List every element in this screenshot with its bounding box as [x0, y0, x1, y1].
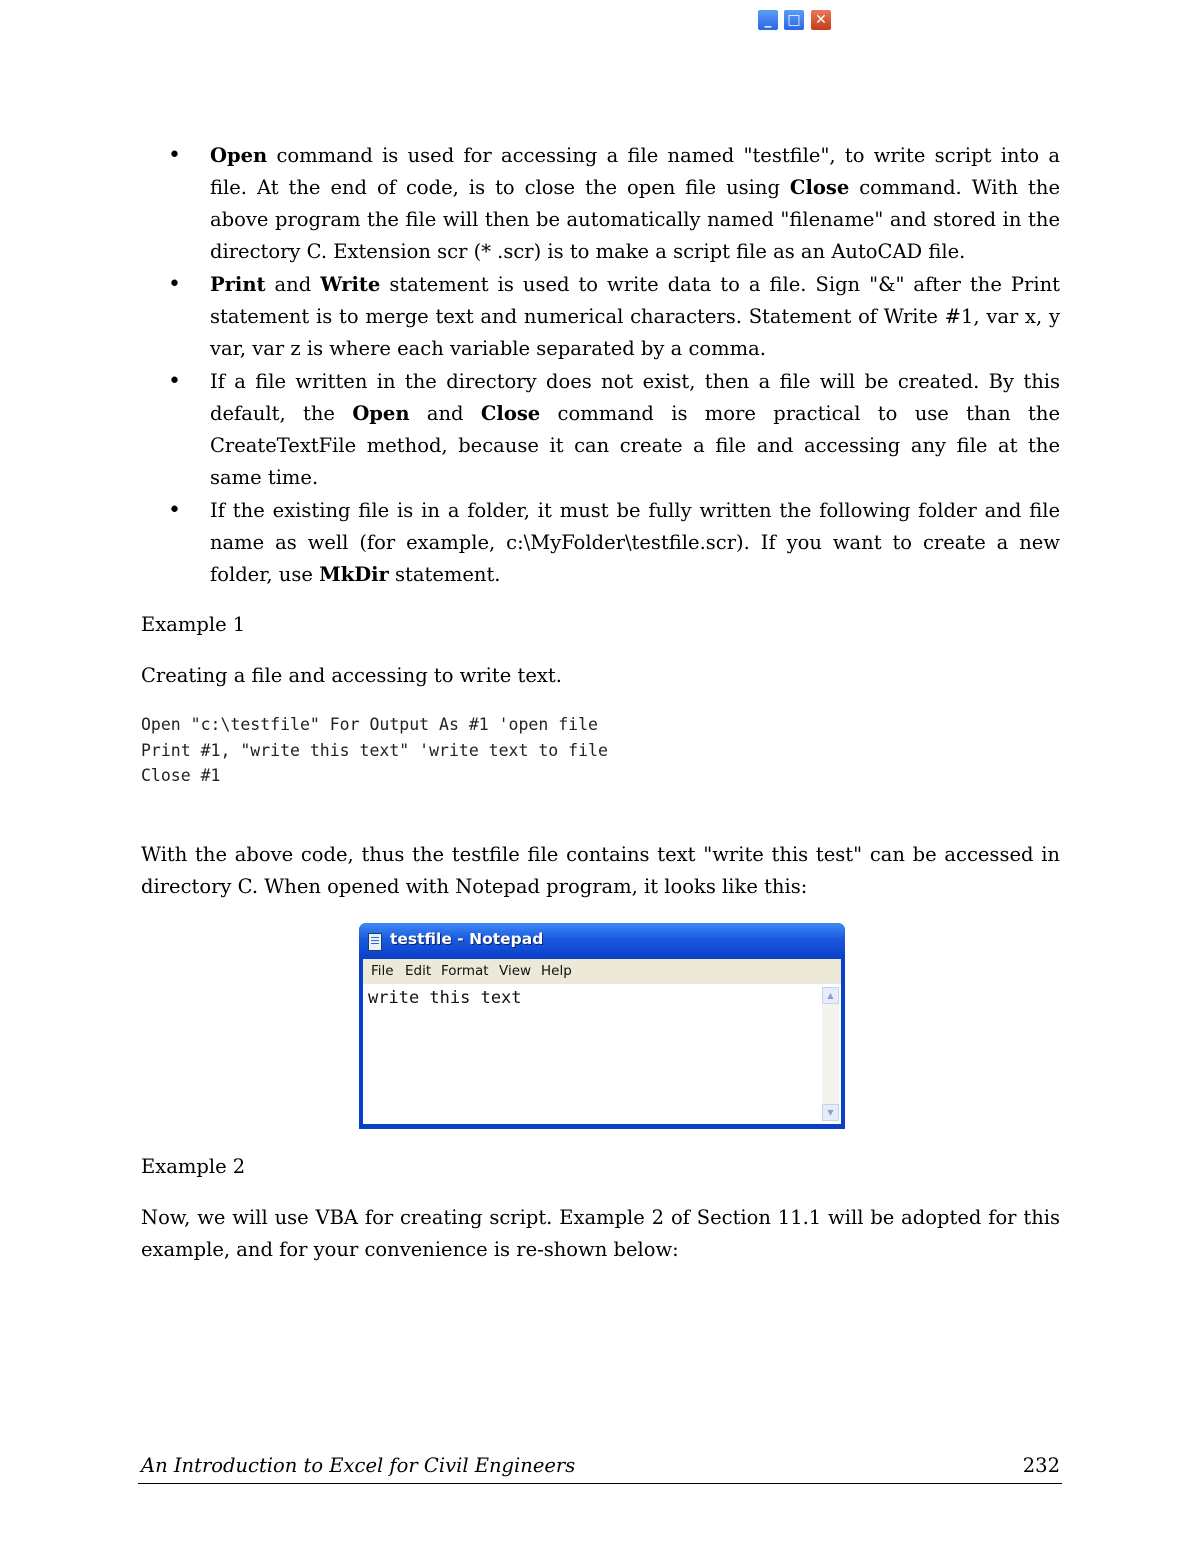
bullet-text: statement is used to write data to a file. Sign "&" after the Print statement is to merge text and numerical characters. Statement of Write #1, var x, y var, var z is where each variable separated by a comma.	[210, 273, 1060, 360]
notepad-text-area[interactable]	[363, 984, 841, 1124]
bullet-text: command. With the above program the file will then be automatically named "filename" and stored in the directory C. Extension scr (* .scr) is to make a script file as an AutoCAD file.	[210, 176, 1060, 263]
bullet-text: command is more practical to use than the CreateTextFile method, because it can create a file and accessing any file at the same time.	[210, 402, 1060, 489]
footer-book-title: An Introduction to Excel for Civil Engineers	[141, 1454, 576, 1477]
notepad-title: testfile - Notepad	[390, 930, 544, 948]
keyword-mkdir: MkDir	[319, 563, 389, 586]
keyword-open: Open	[210, 144, 268, 167]
menu-view[interactable]: View	[499, 963, 532, 979]
page-number: 232	[1022, 1454, 1060, 1477]
menu-format[interactable]: Format	[441, 963, 489, 979]
bullet-item-open-command	[210, 140, 1060, 268]
example1-subheading: Creating a file and accessing to write text.	[141, 664, 562, 687]
maximize-button[interactable]: □	[783, 9, 805, 31]
example2-text: Now, we will use VBA for creating script. Example 2 of Section 11.1 will be adopted for this example, and for your convenience is re-shown below:	[141, 1206, 1060, 1261]
bullet-item-file-creation	[210, 366, 1060, 494]
code-line: Close #1	[141, 766, 221, 785]
footer-divider	[138, 1483, 1062, 1484]
example1-description: With the above code, thus the testfile file contains text "write this test" can be accessed in directory C. When opened with Notepad program, it looks like this:	[141, 843, 1060, 898]
bullet-text: and	[409, 402, 481, 425]
notepad-app-icon	[368, 933, 382, 951]
minimize-button[interactable]: _	[757, 9, 779, 31]
notepad-menu-bar	[363, 959, 841, 984]
menu-help[interactable]: Help	[541, 963, 572, 979]
vertical-scrollbar[interactable]	[822, 987, 839, 1121]
scroll-down-arrow-icon[interactable]: ▼	[822, 1104, 839, 1121]
code-line: Print #1, "write this text" 'write text to file	[141, 740, 608, 760]
example1-heading: Example 1	[141, 613, 246, 636]
bullet-text: If the existing file is in a folder, it must be fully written the following folder and file name as well (for example, c:\MyFolder\testfile.scr). If you want to create a new folder, use	[210, 499, 1060, 586]
close-button[interactable]: ✕	[810, 9, 832, 31]
keyword-write: Write	[320, 273, 381, 296]
notepad-title-bar[interactable]	[359, 923, 845, 959]
scroll-up-arrow-icon[interactable]: ▲	[822, 987, 839, 1004]
example2-heading: Example 2	[141, 1155, 246, 1178]
code-line: Open "c:\testfile" For Output As #1 'open file	[141, 715, 598, 734]
bullet-text: command is used for accessing a file named "testfile", to write script into a file. At the end of code, is to close the open file using	[210, 144, 1060, 199]
bullet-text: If a file written in the directory does not exist, then a file will be created. By this default, the	[210, 370, 1060, 425]
notepad-content: write this text	[368, 988, 522, 1008]
keyword-close: Close	[789, 176, 850, 199]
keyword-close: Close	[480, 402, 541, 425]
code-block	[141, 712, 608, 789]
keyword-print: Print	[210, 273, 266, 296]
bullet-item-folder	[210, 495, 1060, 591]
keyword-open: Open	[352, 402, 410, 425]
menu-edit[interactable]: Edit	[405, 963, 432, 979]
menu-file[interactable]: File	[371, 963, 394, 979]
bullet-text: and	[265, 273, 321, 296]
bullet-list	[210, 140, 1060, 592]
bullet-item-print-write	[210, 269, 1060, 365]
bullet-text: statement.	[388, 563, 501, 586]
